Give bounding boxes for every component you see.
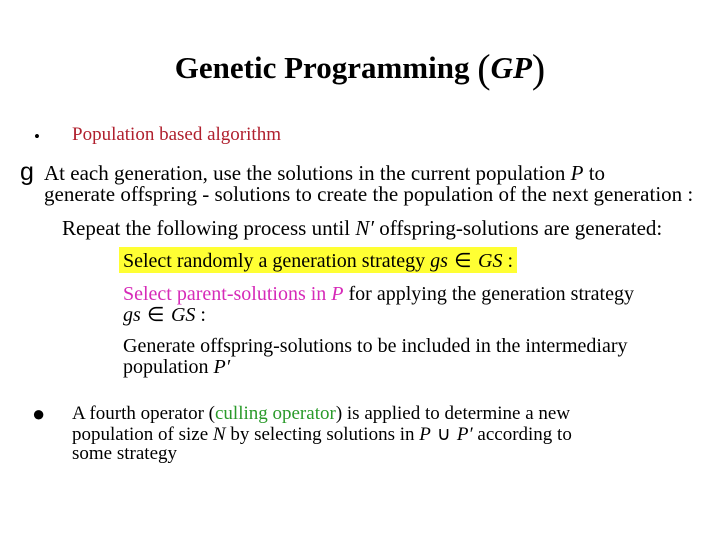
title-gp: GP bbox=[490, 50, 532, 85]
element-of-symbol: ∈ bbox=[140, 302, 171, 326]
var-p-prime: P′ bbox=[213, 356, 231, 378]
step2-text: for applying the generation strategy bbox=[343, 283, 634, 305]
step3-text: population bbox=[123, 356, 214, 378]
union-symbol: ∪ bbox=[430, 423, 457, 445]
culling-line-2 bbox=[72, 424, 572, 445]
bullet-marker: ● bbox=[32, 401, 46, 426]
step-generate-line-1: Generate offspring-solutions to be included in the intermediary bbox=[123, 335, 628, 357]
culling-text: according to bbox=[472, 424, 572, 445]
var-p: P bbox=[331, 283, 344, 305]
step2-pink-text: Select parent-solutions in bbox=[123, 283, 332, 305]
culling-text: A fourth operator ( bbox=[72, 403, 215, 424]
culling-line-1 bbox=[72, 404, 570, 424]
title-text: Genetic Programming bbox=[174, 50, 470, 85]
var-GS: GS bbox=[170, 304, 196, 326]
step-select-strategy bbox=[119, 247, 517, 273]
repeat-text: Repeat the following process until bbox=[62, 216, 356, 240]
intro-line-1 bbox=[44, 162, 605, 184]
step1-text: Select randomly a generation strategy bbox=[123, 250, 431, 272]
repeat-line bbox=[62, 216, 662, 240]
step-select-parents-line-1 bbox=[123, 283, 634, 305]
culling-line-3: some strategy bbox=[72, 443, 178, 464]
var-gs: gs bbox=[430, 250, 448, 272]
culling-operator-term: culling operator bbox=[214, 403, 336, 424]
g-bullet-marker: g bbox=[20, 158, 34, 186]
var-GS: GS bbox=[478, 250, 503, 272]
bullet-population-based: Population based algorithm bbox=[72, 124, 281, 145]
var-gs: gs bbox=[123, 304, 141, 326]
title-paren-open: ( bbox=[477, 46, 491, 91]
culling-text: ) is applied to determine a new bbox=[335, 403, 571, 424]
culling-text: by selecting solutions in bbox=[225, 424, 420, 445]
element-of-symbol: ∈ bbox=[447, 248, 479, 272]
slide-title bbox=[0, 46, 720, 91]
step-generate-line-2 bbox=[123, 356, 230, 378]
var-p: P bbox=[570, 161, 584, 185]
step-select-parents-line-2 bbox=[123, 303, 206, 326]
var-n-prime: N′ bbox=[355, 216, 374, 240]
culling-text: population of size bbox=[72, 424, 213, 445]
var-p-prime: P′ bbox=[456, 424, 473, 445]
intro-line-2: generate offspring - solutions to create the population of the next generation : bbox=[44, 182, 694, 206]
repeat-text: offspring-solutions are generated: bbox=[373, 216, 663, 240]
step2-text: : bbox=[195, 304, 206, 326]
intro-text: At each generation, use the solutions in the current population bbox=[44, 161, 571, 185]
intro-text: to bbox=[583, 161, 606, 185]
var-p: P bbox=[419, 424, 431, 445]
step1-text: : bbox=[502, 250, 514, 272]
title-paren-close: ) bbox=[531, 46, 546, 91]
bullet-marker: • bbox=[34, 127, 40, 146]
var-n: N bbox=[212, 424, 226, 445]
